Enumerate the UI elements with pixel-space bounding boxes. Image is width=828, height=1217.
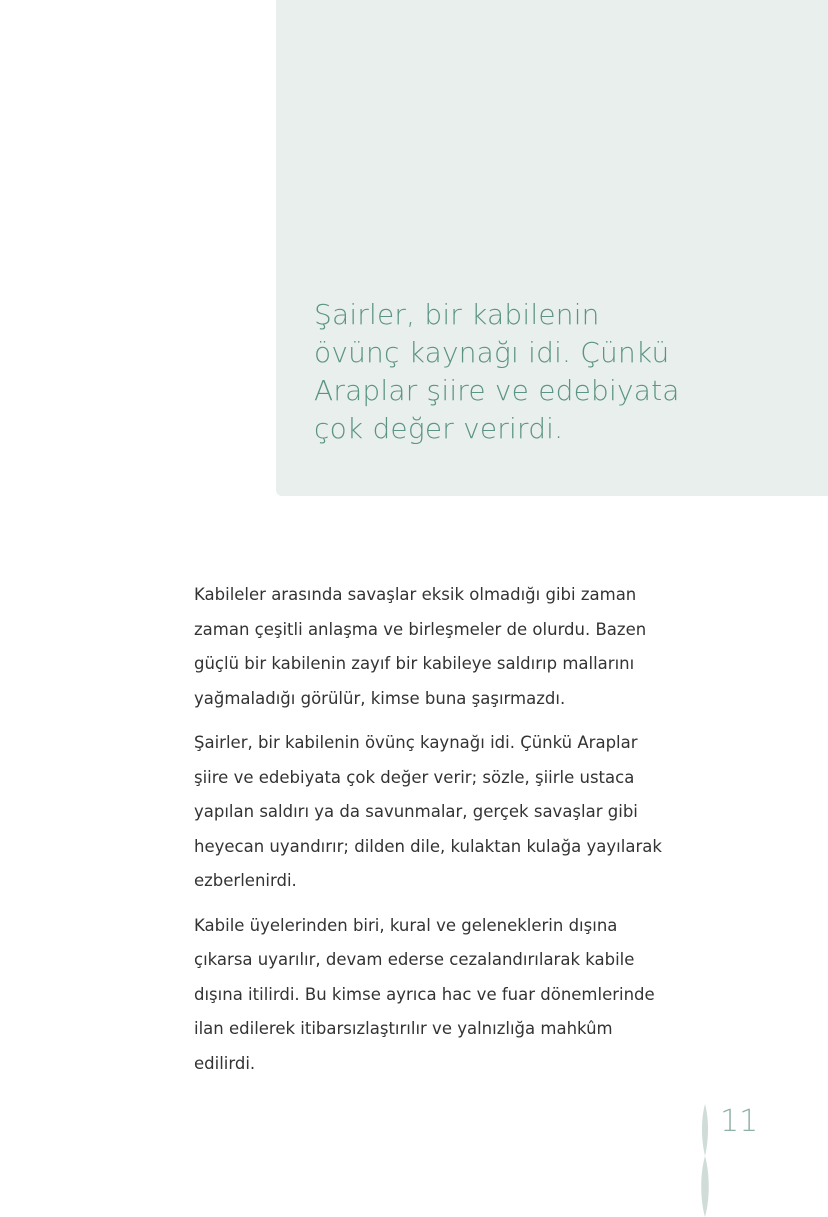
text-line: ezberlenirdi. [194,871,297,890]
pull-quote-line: çok değer verirdi. [314,412,564,445]
paragraph [194,909,662,1082]
text-line: çıkarsa uyarılır, devam ederse cezalandırılarak kabile [194,950,635,969]
text-line: şiire ve edebiyata çok değer verir; sözle, şiirle ustaca [194,767,635,787]
pull-quote [314,296,680,448]
pull-quote-line: övünç kaynağı idi. Çünkü [314,336,670,369]
text-line: Kabile üyelerinden biri, kural ve geleneklerin dışına [194,915,618,935]
text-line: Şairler, bir kabilenin övünç kaynağı idi. Çünkü Araplar [194,733,638,752]
paragraph [194,578,662,716]
text-line: yağmaladığı görülür, kimse buna şaşırmazdı. [194,688,566,708]
text-line: heyecan uyandırır; dilden dile, kulaktan kulağa yayılarak [194,836,662,856]
text-line: güçlü bir kabilenin zayıf bir kabileye saldırıp mallarını [194,654,635,673]
paragraph [194,726,662,899]
text-line: yapılan saldırı ya da savunmalar, gerçek savaşlar gibi [194,802,638,821]
body-text [194,578,662,1091]
pull-quote-line: Araplar şiire ve edebiyata [314,374,680,407]
pull-quote-line: Şairler, bir kabilenin [314,298,600,331]
page-ornament-icon [696,1104,714,1217]
page-number: 11 [720,1104,759,1139]
text-line: zaman çeşitli anlaşma ve birleşmeler de olurdu. Bazen [194,619,647,639]
text-line: dışına itilirdi. Bu kimse ayrıca hac ve fuar dönemlerinde [194,984,655,1004]
text-line: ilan edilerek itibarsızlaştırılır ve yalnızlığa mahkûm [194,1019,613,1038]
text-line: edilirdi. [194,1053,256,1073]
text-line: Kabileler arasında savaşlar eksik olmadığı gibi zaman [194,585,637,604]
